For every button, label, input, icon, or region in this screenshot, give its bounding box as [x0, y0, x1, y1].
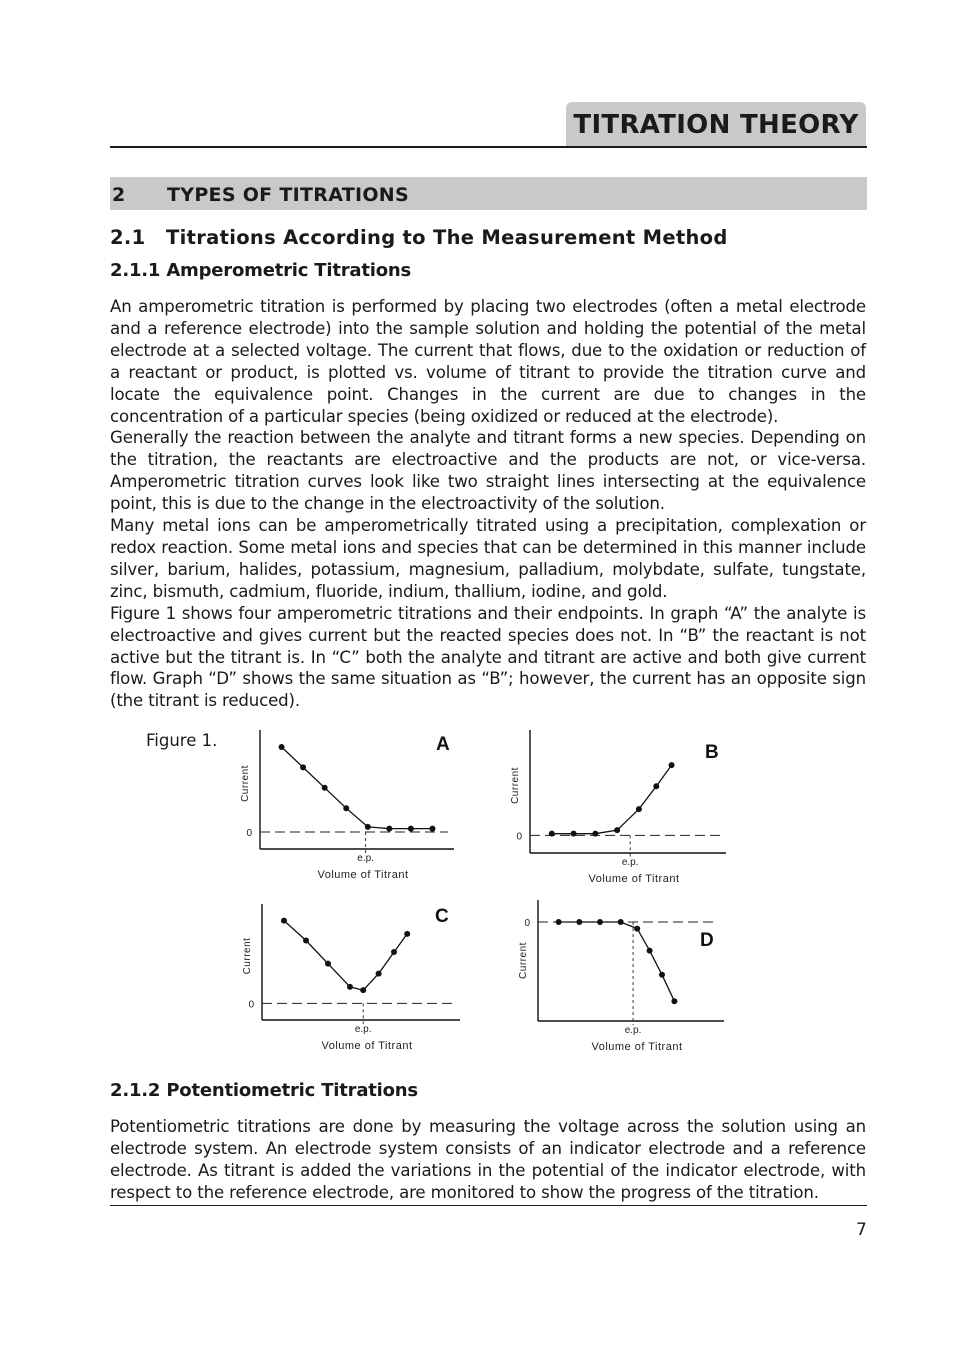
- y-tick-label: 0: [246, 828, 252, 839]
- data-point: [300, 764, 306, 770]
- amperometric-heading: 2.1.1 Amperometric Titrations: [110, 260, 412, 281]
- endpoint-label: e.p.: [621, 857, 639, 868]
- paragraph: Figure 1 shows four amperometric titrations and their endpoints. In graph “A” the analyte is electroactive and gives current but the reacted species does not. In “B” the reactant is not active but the titrant is. In “C” both the analyte and titrant are active and both give current flow. Graph “D” shows the same situation as “B”; however, the current has an opposite sign (the titrant is reduced).: [110, 603, 866, 711]
- series-line: [559, 922, 675, 1001]
- chart-title: A: [436, 734, 450, 755]
- y-tick-label: 0: [248, 999, 254, 1011]
- chart-svg: [506, 890, 768, 1060]
- chapter-title: TITRATION THEORY: [566, 102, 866, 146]
- data-point: [279, 744, 285, 750]
- data-point: [653, 783, 659, 789]
- chart-title: D: [700, 930, 714, 951]
- endpoint-label: e.p.: [624, 1025, 642, 1036]
- y-axis-label: Current: [518, 942, 529, 979]
- chart-svg: [236, 716, 496, 891]
- data-point: [391, 949, 397, 955]
- chart-b: [506, 716, 768, 891]
- subsection-title: Titrations According to The Measurement Method: [166, 226, 728, 249]
- paragraph: Generally the reaction between the analyte and titrant forms a new species. Depending on the titration, the reactants are electroactive and the products are not, or vice-versa. Amperometric titration curves look like two straight lines intersecting at the equivalence point, this is due to the change in the electroactivity of the solution.: [110, 428, 866, 514]
- data-point: [360, 987, 366, 993]
- chart-title: C: [435, 906, 449, 927]
- data-point: [549, 831, 555, 837]
- endpoint-label: e.p.: [354, 1024, 372, 1035]
- data-point: [647, 948, 653, 954]
- data-point: [671, 998, 677, 1004]
- potentiometric-heading: 2.1.2 Potentiometric Titrations: [110, 1080, 418, 1101]
- data-point: [669, 762, 675, 768]
- data-point: [429, 826, 435, 832]
- data-point: [343, 805, 349, 811]
- data-point: [618, 919, 624, 925]
- data-point: [634, 926, 640, 932]
- data-point: [365, 824, 371, 830]
- paragraph: Many metal ions can be amperometrically titrated using a precipitation, complexation or redox reaction. Some metal ions and species that can be determined in this manner include silver, barium, halides, potassium, magnesium, palladium, molybdate, sulfate, tungstate, zinc, bismuth, cadmium, fluoride, indium, thallium, iodine, and gold.: [110, 516, 866, 601]
- chart-d: [506, 890, 768, 1060]
- data-point: [347, 984, 353, 990]
- data-point: [571, 831, 577, 837]
- data-point: [281, 918, 287, 924]
- chart-title: B: [705, 742, 719, 763]
- page-number: 7: [856, 1220, 867, 1240]
- data-point: [303, 937, 309, 943]
- y-axis-label: Current: [510, 767, 521, 804]
- y-tick-label: 0: [516, 831, 522, 843]
- data-point: [636, 806, 642, 812]
- data-point: [408, 826, 414, 832]
- section-heading-bar: [110, 177, 867, 210]
- x-axis-label: Volume of Titrant: [317, 869, 409, 881]
- x-axis-label: Volume of Titrant: [591, 1041, 683, 1053]
- section-number: 2: [112, 184, 126, 206]
- chart-svg: [506, 716, 768, 891]
- data-point: [322, 785, 328, 791]
- paragraph: An amperometric titration is performed by placing two electrodes (often a metal electrode and a reference electrode) into the sample solution and holding the potential of the metal electrode at a selected voltage. The current that flows, due to the oxidation or reduction of a reactant or product, is plotted vs. volume of titrant to provide the titration curve and locate the equivalence point. Changes in the current are due to changes in the concentration of a particular species (being oxidized or reduced at the electrode).: [110, 297, 866, 426]
- endpoint-label: e.p.: [357, 853, 374, 864]
- data-point: [576, 919, 582, 925]
- data-point: [597, 919, 603, 925]
- subsection-number: 2.1: [110, 226, 146, 249]
- y-tick-label: 0: [524, 918, 530, 929]
- data-point: [614, 827, 620, 833]
- data-point: [376, 971, 382, 977]
- data-point: [592, 831, 598, 837]
- chart-svg: [236, 890, 496, 1065]
- data-point: [386, 826, 392, 832]
- amperometric-body: [110, 296, 866, 712]
- potentiometric-body: [110, 1116, 866, 1204]
- data-point: [325, 961, 331, 967]
- data-point: [556, 919, 562, 925]
- chart-c: [236, 890, 496, 1065]
- chart-a: [236, 716, 496, 891]
- y-axis-label: Current: [242, 937, 253, 975]
- series-line: [284, 921, 407, 991]
- x-axis-label: Volume of Titrant: [321, 1040, 413, 1052]
- subsection-heading: [110, 226, 728, 249]
- figure-label: Figure 1.: [146, 731, 218, 750]
- data-point: [659, 972, 665, 978]
- footer-divider: [110, 1205, 867, 1206]
- paragraph: Potentiometric titrations are done by measuring the voltage across the solution using an electrode system. An electrode system consists of an indicator electrode and a reference electrode. As titrant is added the variations in the potential of the indicator electrode, with respect to the reference electrode, are monitored to show the progress of the titration.: [110, 1117, 866, 1202]
- header-divider: [110, 146, 867, 148]
- series-line: [282, 747, 433, 829]
- section-title: TYPES OF TITRATIONS: [167, 184, 409, 206]
- x-axis-label: Volume of Titrant: [588, 873, 680, 885]
- y-axis-label: Current: [240, 765, 251, 802]
- data-point: [404, 931, 410, 937]
- series-line: [552, 765, 672, 834]
